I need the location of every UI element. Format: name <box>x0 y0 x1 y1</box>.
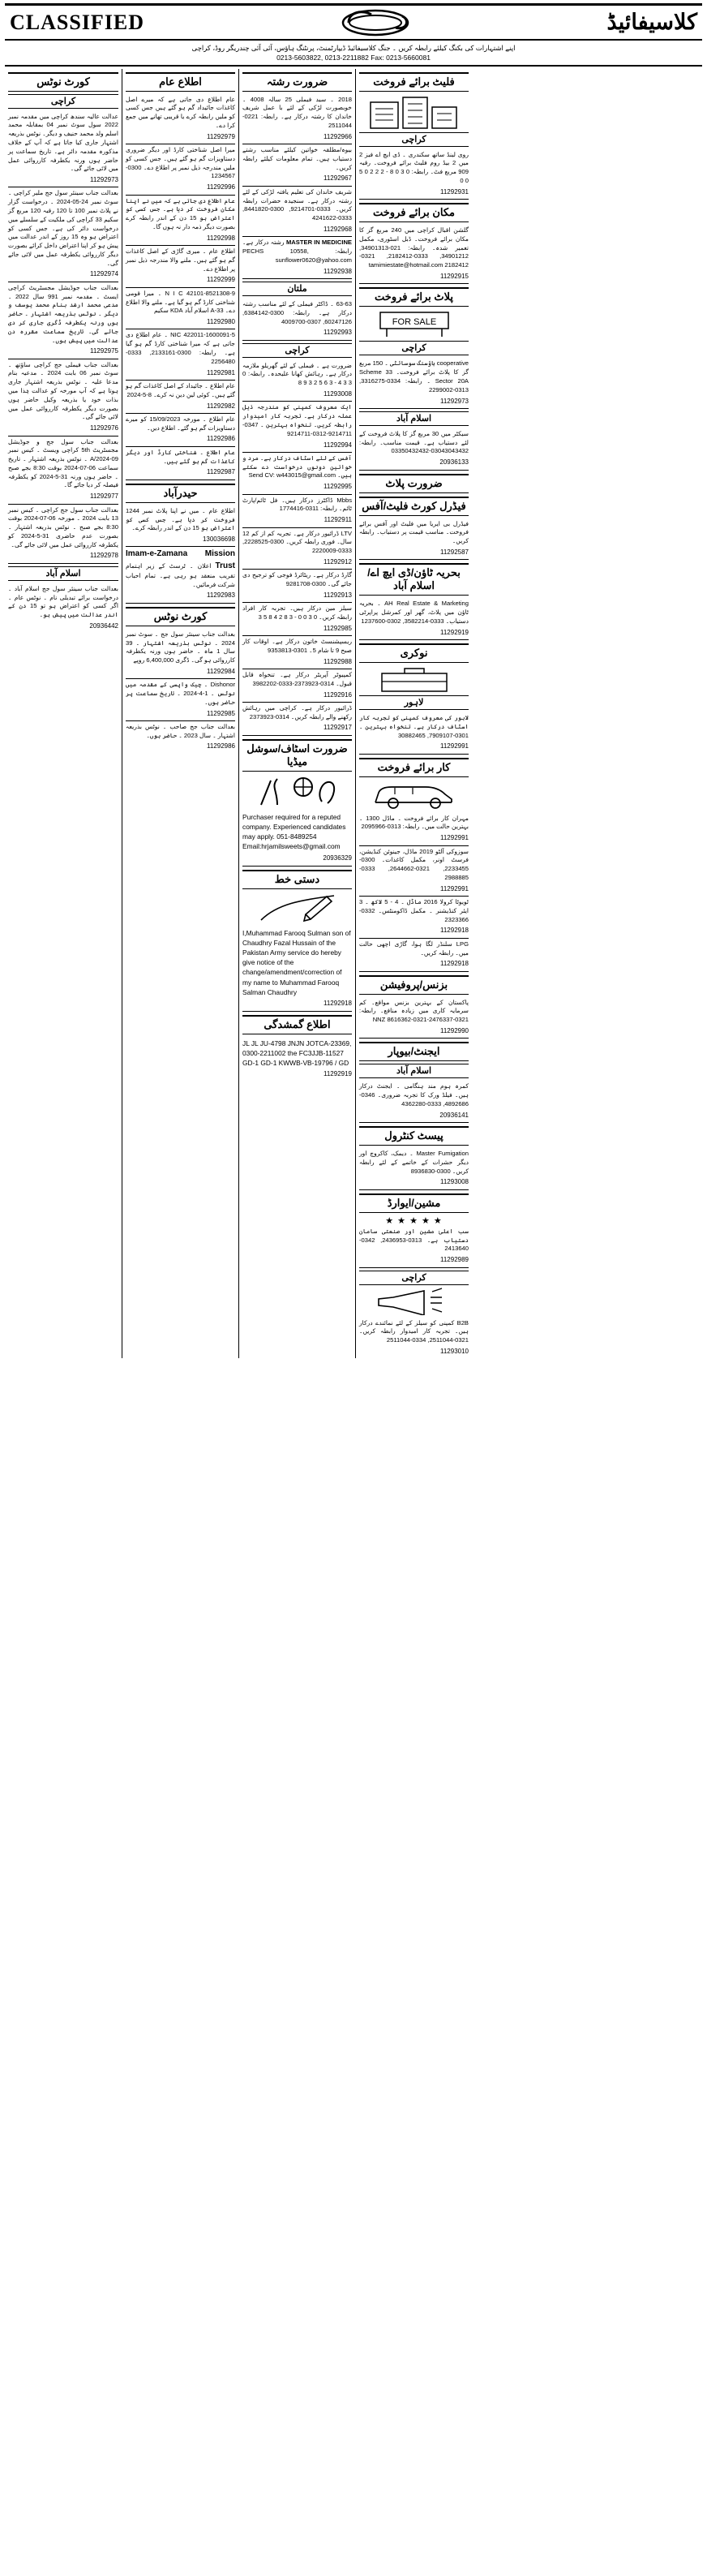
section-header-lost-notice: اطلاع گمشدگی <box>242 1015 352 1034</box>
ad-reference: 11292911 <box>324 516 352 524</box>
city-header-islamabad: اسلام آباد <box>8 566 118 581</box>
ad-item <box>359 598 469 640</box>
ad-text: رشتہ درکار ہے۔ رابطہ: PECHS 10558, sunflower0620@yahoo.com <box>242 239 352 264</box>
ad-item <box>126 246 235 288</box>
ad-item <box>126 721 235 754</box>
ad-item <box>126 505 235 548</box>
ad-reference: 11293008 <box>324 390 352 398</box>
ad-text: عام اطلاع ۔ جائیداد کے اصل کاغذات گم ہو گئے ہیں۔ کوئی لین دین نہ کرے۔ 8-5-2024 <box>126 381 235 398</box>
ad-item <box>242 669 352 703</box>
ad-reference: 11292919 <box>440 628 469 636</box>
ad-text: Mbbs ڈاکٹرز درکار ہیں۔ فل ٹائم/پارٹ ٹائم۔ رابطہ: 0311-1774416 <box>242 496 352 513</box>
ad-item <box>126 144 235 195</box>
ad-text-english: JL JL JU-4798 JNJN JOTCA-23369, 0300-2211002 the FC3JJB-11527 GD-1 GD-1 KWWB-VB-19796 / GD <box>242 1039 352 1068</box>
ad-reference: 11292990 <box>440 1027 469 1035</box>
ad-reference: 11292966 <box>324 132 352 140</box>
ad-item <box>126 547 235 603</box>
ad-text: Master Fumigation ۔ دیمک، کاکروچ اور دیگر حشرات کے خاتمے کے لئے رابطہ کریں۔ 0300-8936830 <box>359 1150 469 1175</box>
ad-item <box>242 453 352 495</box>
section-header-machinery: مشین/ایوارڈ <box>359 1193 469 1213</box>
ad-item <box>359 428 469 471</box>
ad-item <box>242 703 352 736</box>
ad-text-english: Purchaser required for a reputed company. Experienced candidates may apply. 051-8489254 Email:hrjamilsweets@gmail.com <box>242 812 346 851</box>
ad-text: عام اطلاع دی جاتی ہے کہ میرے اصل کاغذات جائیداد گم ہو گئے ہیں جس کسی کو ملیں رابطہ کرے یا قریبی تھانے میں جمع کرا دے۔ <box>126 95 235 129</box>
ad-text: آفس کے لئے اسٹاف درکار ہے۔ مرد و خواتین دونوں درخواست دے سکتے ہیں۔ Send CV: w443015@gmail.com <box>242 454 352 480</box>
ad-reference: 20936442 <box>89 621 118 630</box>
ad-reference: 11292991 <box>440 884 469 892</box>
ad-text: بعدالت جناب جوڈیشل مجسٹریٹ کراچی ایسٹ ۔ مقدمہ نمبر 991 سال 2022 ۔ مدعی محمد ارشد بنام محمد یوسف و دیگر ۔ نوٹس بذریعہ اشتہار ۔ حاضر ہوں ورنہ یکطرفہ ڈگری جاری کر دی جائے گی۔ تاریخ سماعت مقررہ دن عدالت میں پیش ہوں۔ <box>8 283 118 344</box>
ad-reference: 11292979 <box>207 132 235 140</box>
ad-text: شریف خاندان کی تعلیم یافتہ لڑکی کے لئے رشتہ درکار ہے۔ سنجیدہ حضرات رابطہ کریں۔ 0333-9214701, 0300-8441820, 0333-4241622 <box>242 187 352 222</box>
ad-text: عدالت عالیہ سندھ کراچی میں مقدمہ نمبر 2022 سول سوٹ نمبر 04 بمقابلہ محمد اسلم ولد محمد حنیف و دیگر۔ نوٹس بذریعہ اشتہار جاری کیا جاتا ہے کہ آپ کے خلاف مذکورہ مقدمہ دائر ہے۔ تاریخ سماعت پر حاضر ہوں ورنہ یکطرفہ کارروائی عمل میں لائی جائے گی۔ <box>8 112 118 173</box>
masthead <box>5 3 702 41</box>
ad-text: عام اطلاع ۔ شناختی کارڈ اور دیگر کاغذات گم ہو گئے ہیں۔ <box>126 448 235 465</box>
ad-reference: 11292973 <box>440 397 469 405</box>
section-header-court-notice-2: کورٹ نوٹس <box>126 607 235 626</box>
ad-text: LPG سلنڈر لگا ہوا، گاڑی اچھی حالت میں۔ رابطہ کریں۔ <box>359 940 469 957</box>
masthead-urdu-title: کلاسیفائیڈ <box>606 10 697 34</box>
ad-item <box>8 437 118 505</box>
ad-title: Imam-e-Zamana Mission Trust <box>126 549 235 570</box>
handwriting-pen-icon <box>257 892 338 924</box>
section-header-car-for-sale: کار برائے فروخت <box>359 758 469 777</box>
ad-text: اطلاع عام ۔ میں نے اپنا پلاٹ نمبر 1244 فروخت کر دیا ہے۔ جس کسی کو اعتراض ہو 15 دن کے اندر رابطہ کرے۔ <box>126 506 235 532</box>
ad-item <box>359 518 469 561</box>
ad-text: B2B کمپنی کو سیلز کے لئے نمائندے درکار ہیں۔ تجربہ کار امیدوار رابطہ کریں۔ 0321-2511044, 0334-2511044 <box>359 1318 469 1344</box>
ad-reference: 11292974 <box>90 270 118 278</box>
masthead-english-title: CLASSIFIED <box>10 10 145 34</box>
ad-text: کمپیوٹر آپریٹر درکار ہے۔ تنخواہ قابل قبول۔ 0314-2373923-0333-3982202 <box>242 670 352 687</box>
section-header-zaroorat-rishta: ضرورت رشتہ <box>242 72 352 92</box>
ad-text: لاہور کی معروف کمپنی کو تجربہ کار اسٹاف درکار ہے۔ تنخواہ بہترین ۔ 0301-7909107, 30882465 <box>359 713 469 739</box>
ad-text: N I C 42101-8521308-9 ۔ میرا قومی شناختی کارڈ گم ہو گیا ہے۔ ملنے والا اطلاع دے۔ 33-A اسلام آباد KDA سکیم <box>126 289 236 315</box>
ad-reference: 11292938 <box>324 267 352 275</box>
ad-item <box>359 846 469 897</box>
city-header-karachi-plot: کراچی <box>359 341 469 355</box>
section-header-federal-flat-office: فیڈرل کورٹ فلیٹ/آفس <box>359 497 469 516</box>
ad-text: بعدالت جناب سینئر سول جج ملیر کراچی ۔ سوٹ نمبر 24-05-2024 ۔ درخواست گزار نے پلاٹ نمبر 100 تا 120 رقبہ 120 مربع گز سکیم 33 کراچی کی ملکیت کے سلسلے میں درخواست دائر کی ہے۔ جس کسی کو اعتراض ہو وہ 15 روز کے اندر عدالت میں پیش ہو کر اپنا اعتراض داخل کرائے بصورت دیگر کارروائی یکطرفہ عمل میں لائی جائے گی۔ <box>8 189 119 267</box>
ad-item <box>242 237 352 279</box>
section-header-jobs: نوکری <box>359 643 469 663</box>
ad-text: ضرورت ہے ۔ فیملی کے لئے گھریلو ملازمہ درکار ہے۔ رہائش کھانا علیحدہ۔ رابطہ: 0 3 3 4 - 3 6 5 2 3 9 8 <box>242 361 352 387</box>
ad-item <box>359 1226 469 1268</box>
ad-text: بعدالت جناب جج صاحب ۔ نوٹس بذریعہ اشتہار ۔ سال 2023 ۔ حاضر ہوں۔ <box>126 722 235 739</box>
masthead-contact <box>5 42 702 67</box>
ad-reference: 11292918 <box>440 960 469 968</box>
ad-item <box>126 94 235 144</box>
ad-reference: 11292985 <box>324 624 352 632</box>
ad-reference: 11292980 <box>207 318 235 326</box>
kitchen-utensils-icon <box>253 774 342 808</box>
ad-reference: 11292975 <box>90 347 118 355</box>
ad-reference: 11292587 <box>440 548 469 556</box>
column-matrimonial-jobs <box>238 69 355 1359</box>
ad-text: LTV ڈرائیور درکار ہے۔ تجربہ کم از کم 12 سال۔ فوری رابطہ کریں۔ 0300-2228525, 0333-2220009 <box>242 529 352 555</box>
ad-text: فیڈرل بی ایریا میں فلیٹ اور آفس برائے فروخت۔ مناسب قیمت پر دستیاب۔ رابطہ کریں۔ <box>359 519 469 545</box>
ad-text: عام اطلاع ۔ مورخہ 15/09/2023 کو میرے دستاویزات گم ہو گئے۔ اطلاع دیں۔ <box>126 415 236 432</box>
ad-item <box>126 288 235 330</box>
ad-reference: 20936329 <box>323 854 352 862</box>
ad-item <box>126 381 235 414</box>
ad-text: 2018 ۔ سید فیملی 25 سالہ 4008 ۔ خوبصورت لڑکی کے لئے با عمل شریف خاندان کا رشتہ درکار ہے۔ رابطہ: 0221-2511044 <box>242 95 353 129</box>
ad-reference: 11292918 <box>324 999 352 1007</box>
ad-item <box>359 149 469 200</box>
column-property-vehicles <box>355 69 472 1359</box>
ad-text: Dishonor ۔ چیک واپسی کے مقدمہ میں نوٹس ۔ 1-4-2024 ۔ تاریخ سماعت پر حاضر ہوں۔ <box>126 681 235 706</box>
city-header-karachi: کراچی <box>8 94 118 109</box>
ad-item <box>242 187 352 237</box>
ad-text: بعدالت جناب سینئر سول جج ۔ سوٹ نمبر 2024 ۔ نوٹس بذریعہ اشتہار ۔ 39 سال 1 ماہ ۔ حاضر ہوں ورنہ یکطرفہ کارروائی ہو گی۔ ڈگری 6,400,000 روپے <box>126 630 235 664</box>
section-header-house-for-sale: مکان برائے فروخت <box>359 203 469 222</box>
ad-item <box>359 1148 469 1190</box>
ad-text: cooperative ہاؤسنگ سوسائٹی ۔ 150 مربع گز کا پلاٹ برائے فروخت۔ Scheme 33 Sector 20A ۔ رابطہ: 0334-3316275, 0313-2299002 <box>359 359 469 393</box>
section-header-pest-control: پیسٹ کنٹرول <box>359 1126 469 1146</box>
section-header-ittela-aam: اطلاع عام <box>126 72 235 92</box>
ad-text: گارڈ درکار ہے۔ ریٹائرڈ فوجی کو ترجیح دی جائے گی۔ 0300-9281708 <box>242 571 352 587</box>
ad-item <box>242 927 352 1012</box>
ad-text: مہران کار برائے فروخت ۔ ماڈل 1300 ۔ بہترین حالت میں۔ رابطہ: 0313-2095966 <box>359 814 469 831</box>
ad-item <box>242 811 352 867</box>
paperclip-icon <box>339 6 412 39</box>
ad-text: بعدالت جناب سول جج کراچی ۔ کیس نمبر 13 بابت 2024 ۔ مورخہ 06-07-2024 بوقت 8:30 بجے صبح ۔ نوٹس بذریعہ اشتہار ۔ بصورت عدم حاضری 31-5-2024 کو یکطرفہ کارروائی عمل میں لائی جائے گی۔ <box>8 505 119 548</box>
ad-text: روی لینڈ ساتھ سکندری ۔ ڈی ایچ اے فیز 2 میں 2 بیڈ روم فلیٹ برائے فروخت۔ رقبہ 909 مربع فٹ۔ رابطہ: 0 3 0 8 - 2 2 2 0 5 0 0 <box>359 150 469 184</box>
ad-item <box>8 111 118 188</box>
ad-item <box>359 712 469 755</box>
classified-columns <box>5 69 702 1359</box>
ad-item <box>242 1037 352 1082</box>
ad-text: ایک معروف کمپنی کو مندرجہ ذیل عملہ درکار ہے۔ تجربہ کار امیدوار رابطہ کریں۔ تنخواہ بہترین ۔ 0347-9214711-0312-9214711 <box>242 403 352 437</box>
ad-item <box>126 329 235 380</box>
ad-item <box>8 505 118 564</box>
ad-reference: 11292984 <box>207 667 235 675</box>
section-header-staff-required: ضرورت اسٹاف/سوشل میڈیا <box>242 739 352 772</box>
ad-reference: 11292989 <box>440 1256 469 1264</box>
ad-text: سوزوکی آلٹو 2019 ماڈل، جینوئن کنڈیشن، فرسٹ اونر، مکمل کاغذات۔ 0300-2233455, 0321-2644662, 0333-2988885 <box>359 847 469 881</box>
ad-text: سیکٹر میں 30 مربع گز کا پلاٹ فروخت کے لئے دستیاب ہے۔ قیمت مناسب۔ رابطہ: 03043043432-03350432432 <box>359 429 469 455</box>
ad-item <box>126 414 235 447</box>
ad-item <box>359 939 469 972</box>
ad-reference: 11292998 <box>207 234 235 242</box>
column-public-notices <box>122 69 238 1359</box>
city-header-karachi-jobs: کراچی <box>242 343 352 358</box>
city-header-multan: ملتان <box>242 282 352 296</box>
ad-text: 63-63 ۔ ڈاکٹر فیملی کے لئے مناسب رشتہ درکار ہے۔ رابطہ: 0300-6384142, 60247126, 0307-4009700 <box>242 300 352 325</box>
section-header-bahria-dha: بحریہ ٹاؤن/ڈی ایچ اے/اسلام آباد <box>359 563 469 596</box>
ad-item <box>8 359 118 437</box>
ad-reference: 11292978 <box>90 552 118 560</box>
city-header-lahore: لاہور <box>359 695 469 710</box>
ad-text: بعدالت جناب سینئر سول جج اسلام آباد ۔ درخواست برائے تبدیلی نام ۔ نوٹس عام ۔ اگر کسی کو اعتراض ہو تو 15 دن کے اندر عدالت میں پیش ہو۔ <box>8 584 118 619</box>
section-header-hyderabad: حیدرآباد <box>126 484 235 503</box>
masthead-phones: 0213-5603822, 0213-2211882 Fax: 0213-5660081 <box>276 54 431 62</box>
ad-item <box>359 1318 469 1359</box>
ad-text: AH Real Estate & Marketing ۔ بحریہ ٹاؤن میں پلاٹ، گھر اور کمرشل پراپرٹی دستیاب۔ 0333-3582214, 0302-1237600 <box>359 600 469 625</box>
ad-reference: 11292987 <box>207 468 235 476</box>
ad-reference: 11292968 <box>324 225 352 233</box>
ad-reference: 11292977 <box>90 492 118 501</box>
ad-text: بعدالت جناب سول جج و جوڈیشل مجسٹریٹ 5th کراچی ویسٹ ۔ کیس نمبر 09-A/2024 ۔ نوٹس بذریعہ اشتہار ۔ تاریخ سماعت 06-07-2024 بوقت 8:30 بجے صبح ۔ حاضر ہوں ورنہ 31-5-2024 کو یکطرفہ فیصلہ کر دیا جائے گا۔ <box>8 437 119 489</box>
ad-reference: 11292985 <box>207 709 235 717</box>
ad-item <box>359 358 469 408</box>
ad-item <box>359 813 469 846</box>
briefcase-icon <box>366 665 463 693</box>
ad-reference: 11292967 <box>324 174 352 183</box>
city-header-islamabad-plot: اسلام آباد <box>359 411 469 426</box>
ad-text: ریسپشنسٹ خاتون درکار ہے۔ اوقات کار صبح 9 تا شام 5۔ 0301-9353813 <box>242 638 352 654</box>
ad-text-english: I,Muhammad Farooq Sulman son of Chaudhry Fazal Hussain of the Pakistan Army service do hereby give notice of the change/amendment/correction of my name to Muhammad Farooq Salman Chaudhry <box>242 928 351 996</box>
ad-reference: 11292988 <box>324 657 352 665</box>
section-header-plot-for-sale: پلاٹ برائے فروخت <box>359 287 469 307</box>
section-header-plot-wanted: ضرورت پلاٹ <box>359 474 469 493</box>
ad-text: گلشن اقبال کراچی میں 240 مربع گز کا مکان برائے فروخت۔ ڈبل اسٹوری، مکمل تعمیر شدہ۔ رابطہ: 021-34901313, 34901212, 0333-2182412, 0321-2182412 tamimiestate@hotmail.com <box>359 226 469 269</box>
ad-reference: 11292995 <box>324 483 352 491</box>
ad-text: اعلان ۔ ٹرسٹ کے زیر اہتمام تقریب منعقد ہو رہی ہے۔ تمام احباب شرکت فرمائیں۔ <box>126 561 235 588</box>
ad-reference: 11292991 <box>440 742 469 750</box>
ad-text: بیوہ/مطلقہ خواتین کیلئے مناسب رشتے دستیاب ہیں۔ تمام معلومات کیلئے رابطہ کریں۔ <box>242 146 352 171</box>
ad-item <box>359 1081 469 1123</box>
section-header-flat-for-sale: فلیٹ برائے فروخت <box>359 72 469 92</box>
ad-item <box>8 583 118 633</box>
ad-item <box>126 679 235 721</box>
ad-text: کمرہ ہوم مند ہنگامی ۔ ایجنٹ درکار ہیں۔ فیلڈ ورک کا تجربہ ضروری۔ 0346-4892686, 0333-4362280 <box>359 1082 469 1107</box>
ad-text: سب اعلیٰ مشین اور صنعتی سامان دستیاب ہے۔ 0313-2436953, 0342-2413640 <box>359 1227 469 1253</box>
ad-item <box>242 360 352 402</box>
ad-item <box>242 144 352 187</box>
ad-item <box>242 495 352 528</box>
section-header-business: بزنس/پروفیشن <box>359 975 469 995</box>
ad-reference: 11292999 <box>207 276 235 284</box>
ad-item <box>8 282 118 359</box>
ad-reference: 11292913 <box>324 591 352 599</box>
ad-item <box>242 299 352 341</box>
ad-reference: 11292981 <box>207 368 235 376</box>
ad-item <box>242 94 352 144</box>
ad-item <box>126 196 235 246</box>
for-sale-sign-icon <box>366 309 463 338</box>
ad-reference: 11292993 <box>324 329 352 337</box>
ad-item <box>359 225 469 284</box>
ad-item <box>242 603 352 636</box>
ad-text: ڈرائیور درکار ہے۔ کراچی میں رہائش رکھنے والے رابطہ کریں۔ 0314-2373923 <box>242 703 352 720</box>
ad-reference: 11292986 <box>207 435 235 443</box>
ad-reference: 20936133 <box>439 458 469 467</box>
ad-reference: 11292986 <box>207 742 235 750</box>
section-header-court-notice: کورٹ نوٹس <box>8 72 118 92</box>
city-header-islamabad-agents: اسلام آباد <box>359 1064 469 1078</box>
ad-reference: 20936141 <box>439 1111 469 1119</box>
ad-item <box>242 636 352 669</box>
ad-item <box>242 528 352 570</box>
ad-item <box>242 570 352 603</box>
svg-text:FOR SALE: FOR SALE <box>392 317 436 328</box>
ad-title: MASTER IN MEDICINE <box>285 239 352 247</box>
ad-reference: 11292917 <box>324 724 352 732</box>
car-icon <box>366 780 463 811</box>
ad-reference: 11292991 <box>440 834 469 842</box>
ad-reference: 11292919 <box>324 1070 352 1078</box>
ad-reference: 11292994 <box>324 441 352 449</box>
city-header-karachi-b2b: کراچی <box>359 1271 469 1285</box>
ad-text: پاکستان کے بہترین بزنس مواقع۔ کم سرمایہ کاری میں زیادہ منافع۔ رابطہ: 0321-2476337-0321-8616362 NNZ <box>359 998 469 1024</box>
ad-text: عام اطلاع دی جاتی ہے کہ میں نے اپنا مکان فروخت کر دیا ہے۔ جس کسی کو اعتراض ہو 15 دن کے اندر رابطہ کرے بصورت دیگر ذمہ دار نہ ہوں گا۔ <box>126 196 235 230</box>
building-icon <box>366 94 463 130</box>
ad-item <box>359 997 469 1039</box>
ad-text: اطلاع عام ۔ میری گاڑی کے اصل کاغذات گم ہو گئے ہیں۔ ملنے والا مندرجہ ذیل نمبر پر اطلاع دے۔ <box>126 247 235 273</box>
star-rating-decoration: ★ ★ ★ ★ ★ <box>385 1215 443 1226</box>
ad-reference: 11292976 <box>90 424 118 432</box>
ad-reference: 11292912 <box>324 557 352 566</box>
ad-reference: 11292931 <box>440 187 469 196</box>
ad-text: میرا اصل شناختی کارڈ اور دیگر ضروری دستاویزات گم ہو گئے ہیں۔ جس کسی کو ملیں مندرجہ ذیل نمبر پر اطلاع دے۔ 0300-1234567 <box>126 146 235 180</box>
ad-reference: 11292916 <box>324 690 352 699</box>
megaphone-icon <box>366 1288 463 1315</box>
ad-text: NIC 422011-1600091-5 ۔ عام اطلاع دی جاتی ہے کہ میرا شناختی کارڈ گم ہو گیا ہے۔ رابطہ: 0300-2133161, 0333-2256480 <box>126 331 235 365</box>
ad-reference: 11293010 <box>440 1347 469 1355</box>
ad-text: سیلز مین درکار ہیں۔ تجربہ کار افراد رابطہ کریں۔ 0 3 0 0 - 3 8 2 4 8 5 3 <box>242 604 352 621</box>
ad-text: ٹویوٹا کرولا 2016 ماڈل ۔ 4 - 5 لاکھ ۔ 3 ایئر کنڈیشنر ۔ مکمل ڈاکومنٹس۔ 0332-2323366 <box>359 898 469 923</box>
ad-reference: 11293008 <box>440 1178 469 1186</box>
ad-reference: 11292996 <box>207 183 235 191</box>
ad-text: بعدالت جناب فیملی جج کراچی ساؤتھ ۔ سوٹ نمبر 06 بابت 2024 ۔ مدعیہ بنام مدعا علیہ ۔ نوٹس بذریعہ اشتہار جاری ہوتا ہے کہ آپ مورخہ کو عدالت ہٰذا میں بذات خود یا بذریعہ وکیل حاضر ہوں بصورت دیگر یکطرفہ کارروائی عمل میں لائی جائے گی۔ <box>8 360 119 421</box>
ad-reference: 11292918 <box>440 927 469 935</box>
column-court-notices <box>5 69 122 1359</box>
ad-reference: 11292982 <box>207 402 235 410</box>
masthead-subline: اپنے اشتہارات کی بکنگ کیلئے رابطہ کریں ۔ جنگ کلاسیفائیڈ ڈیپارٹمنٹ، پرنٹنگ ہاؤس، آئی آئی چندریگر روڈ، کراچی <box>191 44 516 52</box>
ad-reference: 11292973 <box>90 176 118 184</box>
ad-item <box>126 629 235 679</box>
section-header-agents: ایجنٹ/بیوپار <box>359 1042 469 1061</box>
ad-reference: 130036698 <box>202 535 235 544</box>
ad-reference: 11292915 <box>440 273 469 281</box>
ad-item <box>8 187 118 282</box>
city-header-karachi-flat: کراچی <box>359 132 469 147</box>
ad-item <box>359 897 469 939</box>
ad-item <box>242 402 352 452</box>
ad-item <box>126 447 235 480</box>
section-header-dasti-khat: دستی خط <box>242 870 352 889</box>
ad-reference: 11292983 <box>207 591 235 600</box>
